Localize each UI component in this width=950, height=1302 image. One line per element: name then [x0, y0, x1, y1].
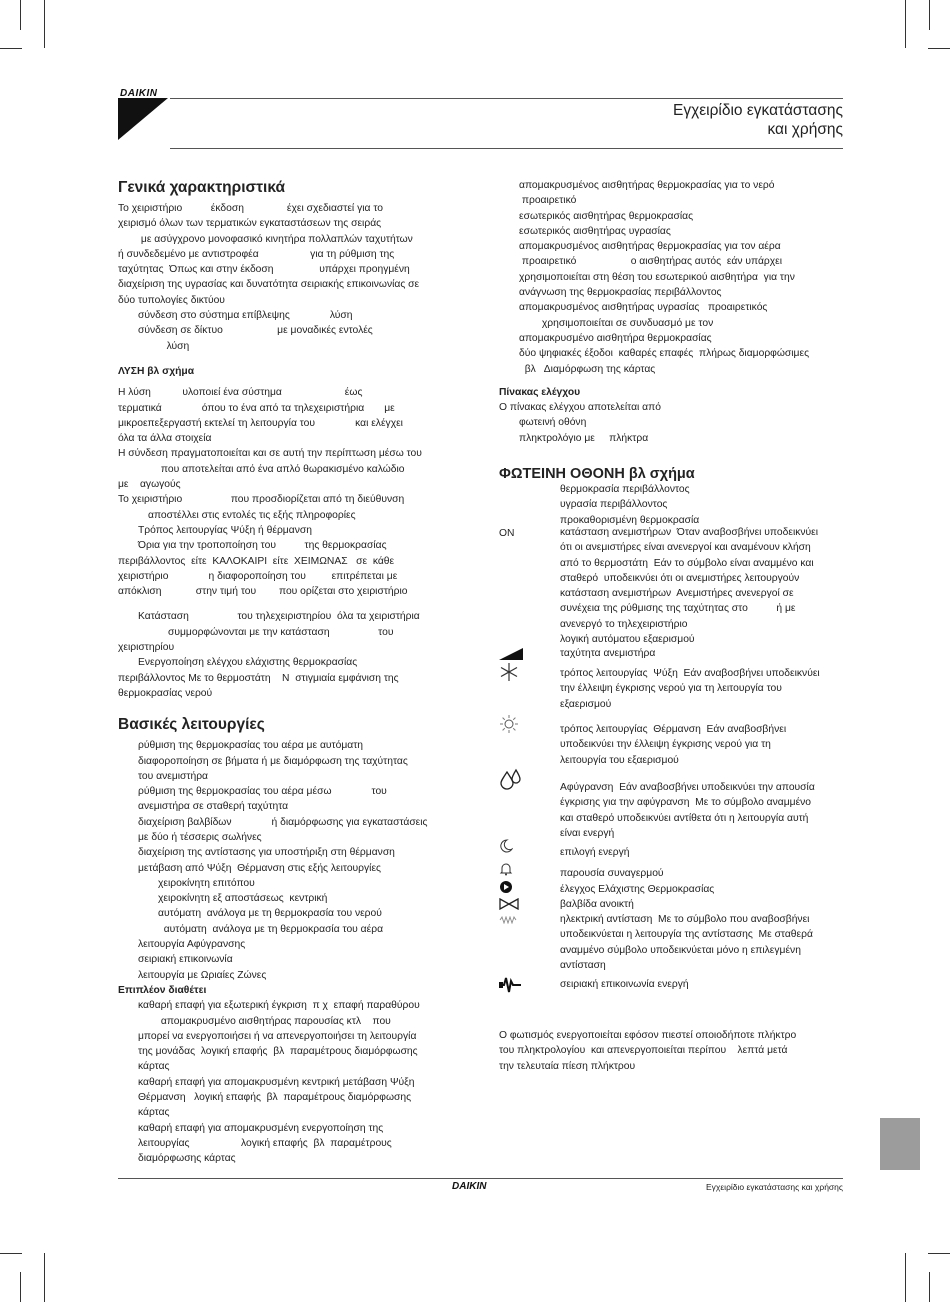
list-item: εσωτερικός αισθητήρας θερμοκρασίας	[519, 210, 694, 222]
list-item: λύση	[138, 340, 190, 352]
text-line: την τελευταία πίεση πλήκτρου	[499, 1060, 636, 1072]
moon-icon	[499, 839, 513, 853]
extra-heading: Επιπλέον διαθέτει	[118, 984, 207, 996]
text-line: λογική αυτόματου εξαερισμού	[560, 634, 695, 646]
text-line: την έλλειψη έγκρισης νερού για τη λειτουργία του	[560, 683, 782, 695]
text-line: υποδεικνύεται η λειτουργία της αντίστασης Με σταθερά	[560, 929, 813, 941]
list-item: καθαρή επαφή για εξωτερική έγκριση π χ επαφή παραθύρου	[138, 1000, 420, 1012]
left-column	[118, 178, 464, 1167]
list-item: προαιρετικό ο αισθητήρας αυτός εάν υπάρχει	[519, 256, 783, 268]
resistor-icon	[499, 916, 517, 924]
text-line: θερμοκρασίας νερού	[118, 687, 213, 699]
list-item: απομακρυσμένος αισθητήρας θερμοκρασίας για το νερό	[519, 180, 775, 191]
list-item: απομακρυσμένος αισθητήρας θερμοκρασίας για τον αέρα	[519, 241, 781, 253]
list-item: διαμόρφωσης κάρτας	[138, 1153, 236, 1165]
list-item: προκαθορισμένη θερμοκρασία	[560, 514, 700, 526]
backlight-note	[499, 1028, 844, 1074]
list-item: αυτόματη ανάλογα με τη θερμοκρασία του νερού	[158, 908, 382, 920]
list-item: φωτεινή οθόνη	[519, 417, 587, 429]
text-line: σταθερό υποδεικνύει ότι οι ανεμιστήρες λειτουργούν	[560, 572, 800, 584]
sun-icon	[499, 714, 519, 734]
status-paragraph	[118, 609, 464, 655]
valve-label: βαλβίδα ανοικτή	[560, 899, 634, 910]
text-line: Αφύγρανση Εάν αναβοσβήνει υποδεικνύει την απουσία	[560, 782, 815, 793]
list-item: σειριακή επικοινωνία	[138, 954, 233, 966]
alarm-row	[499, 866, 844, 882]
list-item: ρύθμιση της θερμοκρασίας του αέρα μέσω του	[138, 786, 387, 798]
list-item: απομακρυσμένο αισθητήρα θερμοκρασίας	[519, 332, 712, 344]
crop-mark	[929, 1272, 930, 1302]
selection-label: επιλογή ενεργή	[560, 847, 630, 858]
side-tab	[880, 1118, 920, 1170]
min-temp-label: έλεγχος Ελάχιστης Θερμοκρασίας	[560, 884, 715, 895]
text-line: απόκλιση στην τιμή του που ορίζεται στο χειριστήριο	[118, 586, 408, 598]
text-line: δύο τυπολογίες δικτύου	[118, 294, 225, 306]
cooling-lines	[560, 666, 843, 712]
text-line: συνέχεια της ρύθμισης της ταχύτητας στο ή με	[560, 603, 796, 615]
text-line: Ενεργοποίηση ελέγχου ελάχιστης θερμοκρασίας	[138, 657, 358, 669]
alarm-label: παρουσία συναγερμού	[560, 868, 664, 879]
text-line: διαχείριση της υγρασίας και δυνατότητα σειριακής επικοινωνίας σε	[118, 279, 420, 291]
list-item: του ανεμιστήρα	[138, 770, 209, 782]
text-line: με αγωγούς	[118, 479, 181, 491]
crop-mark	[928, 48, 950, 49]
text-line: Το χειριστήριο έκδοση έχει σχεδιαστεί για το	[118, 203, 383, 214]
switch-modes	[118, 876, 464, 937]
bell-icon	[499, 862, 513, 876]
list-item: της μονάδας λογική επαφής βλ παραμέτρους διαμόρφωσης	[138, 1046, 418, 1058]
list-item: διαχείριση της αντίστασης για υποστήριξη στη θέρμανση	[138, 847, 395, 859]
list-item: ρύθμιση της θερμοκρασίας του αέρα με αυτόματη	[138, 740, 364, 752]
dehumidify-row	[499, 780, 844, 842]
heating-lines	[560, 722, 843, 768]
text-line: με ασύγχρονο μονοφασικό κινητήρα πολλαπλών ταχυτήτων	[118, 233, 413, 245]
solution-limits	[118, 538, 464, 599]
text-line: υποδεικνύει την έλλειψη έγκρισης νερού για τη	[560, 739, 771, 751]
list-item: λειτουργία με Ωριαίες Ζώνες	[138, 969, 267, 981]
crop-mark	[44, 0, 45, 48]
panel-items	[499, 415, 844, 446]
fan-speed-row	[499, 646, 844, 662]
text-line: που αποτελείται από ένα απλό θωρακισμένο καλώδιο	[118, 463, 405, 475]
solution-paragraph	[118, 385, 464, 507]
list-item: θερμοκρασία περιβάλλοντος	[560, 484, 690, 495]
activation-paragraph	[118, 655, 464, 701]
display-top-row	[499, 482, 844, 528]
crop-mark	[0, 1253, 22, 1254]
cooling-row	[499, 666, 844, 714]
list-item: δύο ψηφιακές έξοδοι καθαρές επαφές πλήρως διαμορφώσιμες	[519, 348, 810, 360]
panel-heading: Πίνακας ελέγχου	[499, 386, 581, 398]
text-line: Όρια για την τροποποίηση του της θερμοκρασίας	[138, 540, 387, 552]
basic-heading: Βασικές λειτουργίες	[118, 716, 265, 734]
footer-rule	[118, 1178, 843, 1179]
list-item: απομακρυσμένος αισθητήρας υγρασίας προαιρετικός	[519, 302, 768, 314]
text-line: Κατάσταση του τηλεχειριστηρίου όλα τα χειριστήρια	[138, 611, 420, 623]
basic-functions	[118, 738, 464, 876]
text-line: ηλεκτρική αντίσταση Με το σύμβολο που αναβοσβήνει	[560, 914, 810, 925]
list-item: μετάβαση από Ψύξη Θέρμανση στις εξής λειτουργίες	[138, 862, 382, 874]
list-item: απομακρυσμένο αισθητήρας παρουσίας κτλ που	[138, 1015, 391, 1027]
display-top-lines	[560, 482, 843, 528]
valve-icon	[499, 898, 519, 910]
list-item: πληκτρολόγιο με πλήκτρα	[519, 432, 649, 444]
on-lines	[560, 525, 843, 647]
text-line: αναμμένο σύμβολο υποδεικνύεται μόνο η επιλεγμένη	[560, 944, 801, 956]
crop-mark	[905, 0, 906, 48]
list-item: χειροκίνητη εξ αποστάσεως κεντρική	[158, 893, 328, 905]
fan-speed-icon	[499, 648, 523, 660]
text-line: του πληκτρολογίου και απενεργοποιείται περίπου λεπτά μετά	[499, 1045, 788, 1057]
intro-paragraph	[118, 201, 464, 308]
intro-bullets	[118, 308, 464, 354]
text-line: ταχύτητας Όπως και στην έκδοση υπάρχει προηγμένη	[118, 264, 410, 276]
list-item: καθαρή επαφή για απομακρυσμένη ενεργοποίηση της	[138, 1122, 384, 1134]
text-line: Η λύση υλοποιεί ένα σύστημα έως	[118, 387, 363, 399]
text-line: τερματικά όπου το ένα από τα τηλεχειριστήρια με	[118, 402, 395, 414]
resistor-row	[499, 912, 844, 974]
valve-row	[499, 897, 844, 913]
crop-mark	[44, 1253, 45, 1302]
solution-heading: ΛΥΣΗ βλ σχήμα	[118, 365, 195, 377]
crop-mark	[20, 0, 21, 30]
list-item: ανεμιστήρα σε σταθερή ταχύτητα	[138, 801, 289, 813]
display-heading: ΦΩΤΕΙΝΗ ΟΘΟΝΗ βλ σχήμα	[499, 466, 695, 483]
text-line: χειριστήριο η διαφοροποίηση του επιτρέπεται με	[118, 570, 398, 582]
list-item: υγρασία περιβάλλοντος	[560, 499, 668, 511]
text-line: είναι ενεργή	[560, 827, 615, 839]
text-line: περιβάλλοντος Με το θερμοστάτη N στιγμιαία εμφάνιση της	[118, 672, 399, 684]
text-line: Το χειριστήριο που προσδιορίζεται από τη διεύθυνση	[118, 494, 405, 506]
text-line: έγκρισης για την αφύγρανση Με το σύμβολο αναμμένο	[560, 797, 812, 809]
list-item: κάρτας	[138, 1107, 170, 1119]
list-item: χειροκίνητη επιτόπου	[158, 877, 255, 889]
text-line: μικροεπεξεργαστή εκτελεί τη λειτουργία του και ελέγχει	[118, 417, 403, 429]
list-item: χρησιμοποιείται στη θέση του εσωτερικού αισθητήρα για την	[519, 271, 795, 283]
on-label: ON	[499, 528, 515, 539]
list-item: σύνδεση σε δίκτυο με μοναδικές εντολές	[138, 325, 373, 337]
serial-label: σειριακή επικοινωνία ενεργή	[560, 979, 689, 990]
resistor-lines	[560, 912, 843, 973]
list-item: διαφοροποίηση σε βήματα ή με διαμόρφωση της ταχύτητας	[138, 755, 408, 767]
list-item: εσωτερικός αισθητήρας υγρασίας	[519, 225, 671, 237]
solution-sub1: αποστέλλει στις εντολές τις εξής πληροφορίες	[148, 509, 356, 521]
text-line: συμμορφώνονται με την κατάσταση του	[168, 626, 394, 638]
crop-mark	[928, 1253, 950, 1254]
list-item: χρησιμοποιείται σε συνδυασμό με τον	[519, 317, 714, 329]
text-line: περιβάλλοντος είτε ΚΑΛΟΚΑΙΡΙ είτε ΧΕΙΜΩΝΑΣ σε κάθε	[118, 555, 395, 567]
list-item: κάρτας	[138, 1061, 170, 1073]
list-item: αυτόματη ανάλογα με τη θερμοκρασία του αέρα	[158, 923, 384, 935]
backlight-lines	[499, 1028, 844, 1074]
text-line: αντίσταση	[560, 959, 606, 971]
serial-row	[499, 977, 844, 995]
crop-mark	[0, 48, 22, 49]
min-temp-icon	[499, 880, 513, 894]
brand-logo: DAIKIN	[120, 88, 158, 99]
text-line: εξαερισμού	[560, 698, 612, 710]
footer-title: Εγχειρίδιο εγκατάστασης και χρήσης	[706, 1182, 843, 1192]
panel-intro: Ο πίνακας ελέγχου αποτελείται από	[499, 402, 661, 414]
header-rule-bottom	[170, 148, 843, 149]
list-item: λειτουργίας λογική επαφής βλ παραμέτρους	[138, 1137, 392, 1149]
text-line: κατάσταση ανεμιστήρων Ανεμιστήρες ανενεργοί σε	[560, 588, 794, 600]
footer-brand: DAIKIN	[452, 1181, 487, 1192]
text-line: ή συνδεδεμένο με αντιστροφέα για τη ρύθμιση της	[118, 248, 395, 260]
text-line: και σταθερό υποδεικνύει αντίθετα ότι η λειτουργία αυτή	[560, 812, 809, 824]
crop-mark	[20, 1272, 21, 1302]
serial-communication-icon	[499, 976, 521, 994]
selection-row	[499, 845, 844, 861]
list-item: προαιρετικό	[519, 195, 577, 207]
sensor-list	[499, 178, 844, 377]
heating-row	[499, 722, 844, 770]
snowflake-icon	[499, 662, 519, 682]
text-line: Η σύνδεση πραγματοποιείται και σε αυτή την περίπτωση μέσω του	[118, 448, 422, 460]
list-item: διαχείριση βαλβίδων ή διαμόρφωσης για εγκαταστάσεις	[138, 816, 428, 828]
text-line: Ο φωτισμός ενεργοποιείται εφόσον πιεστεί οποιοδήποτε πλήκτρο	[499, 1030, 797, 1041]
text-line: ότι οι ανεμιστήρες είναι ανενεργοί και αναμένουν κλήση	[560, 542, 811, 554]
list-item: καθαρή επαφή για απομακρυσμένη κεντρική μετάβαση Ψύξη	[138, 1076, 415, 1088]
right-column	[499, 178, 844, 487]
dehumidify-lines	[560, 780, 843, 841]
text-line: λειτουργία του εξαερισμού	[560, 754, 679, 766]
min-temp-row	[499, 882, 844, 898]
basic-functions-2	[118, 937, 464, 983]
list-item: λειτουργία Αφύγρανσης	[138, 939, 246, 951]
water-drops-icon	[499, 768, 523, 790]
text-line: τρόπος λειτουργίας Ψύξη Εάν αναβοσβήνει υποδεικνύει	[560, 668, 820, 679]
text-line: όλα τα άλλα στοιχεία	[118, 433, 212, 445]
list-item: βλ Διαμόρφωση της κάρτας	[519, 363, 656, 375]
general-heading: Γενικά χαρακτηριστικά	[118, 179, 285, 196]
crop-mark	[905, 1253, 906, 1302]
list-item: με δύο ή τέσσερις σωλήνες	[138, 831, 262, 843]
crop-mark	[929, 0, 930, 30]
fan-speed-label: ταχύτητα ανεμιστήρα	[560, 648, 656, 659]
text-line: χειριστηρίου	[118, 642, 175, 654]
list-item: Θέρμανση λογική επαφής βλ παραμέτρους διαμόρφωσης	[138, 1092, 412, 1104]
extra-features	[118, 998, 464, 1166]
list-item: ανάγνωση της θερμοκρασίας περιβάλλοντος	[519, 287, 722, 299]
text-line: τρόπος λειτουργίας Θέρμανση Εάν αναβοσβήνει	[560, 724, 787, 735]
text-line: κατάσταση ανεμιστήρων Όταν αναβοσβήνει υποδεικνύει	[560, 527, 819, 538]
text-line: χειρισμό όλων των τερματικών εγκαταστάσεων της σειράς	[118, 218, 382, 230]
header-rule-top	[170, 98, 843, 99]
list-item: μπορεί να ενεργοποιήσει ή να απενεργοποιήσει τη λειτουργία	[138, 1030, 417, 1042]
document-title: Εγχειρίδιο εγκατάστασης και χρήσης	[673, 102, 843, 138]
on-row	[499, 525, 844, 647]
list-item: σύνδεση στο σύστημα επίβλεψης λύση	[138, 310, 353, 322]
text-line: από το θερμοστάτη Εάν το σύμβολο είναι αναμμένο και	[560, 557, 814, 569]
solution-sub2: Τρόπος λειτουργίας Ψύξη ή θέρμανση	[138, 524, 312, 536]
text-line: ανενεργό το τηλεχειριστήριο	[560, 618, 688, 630]
